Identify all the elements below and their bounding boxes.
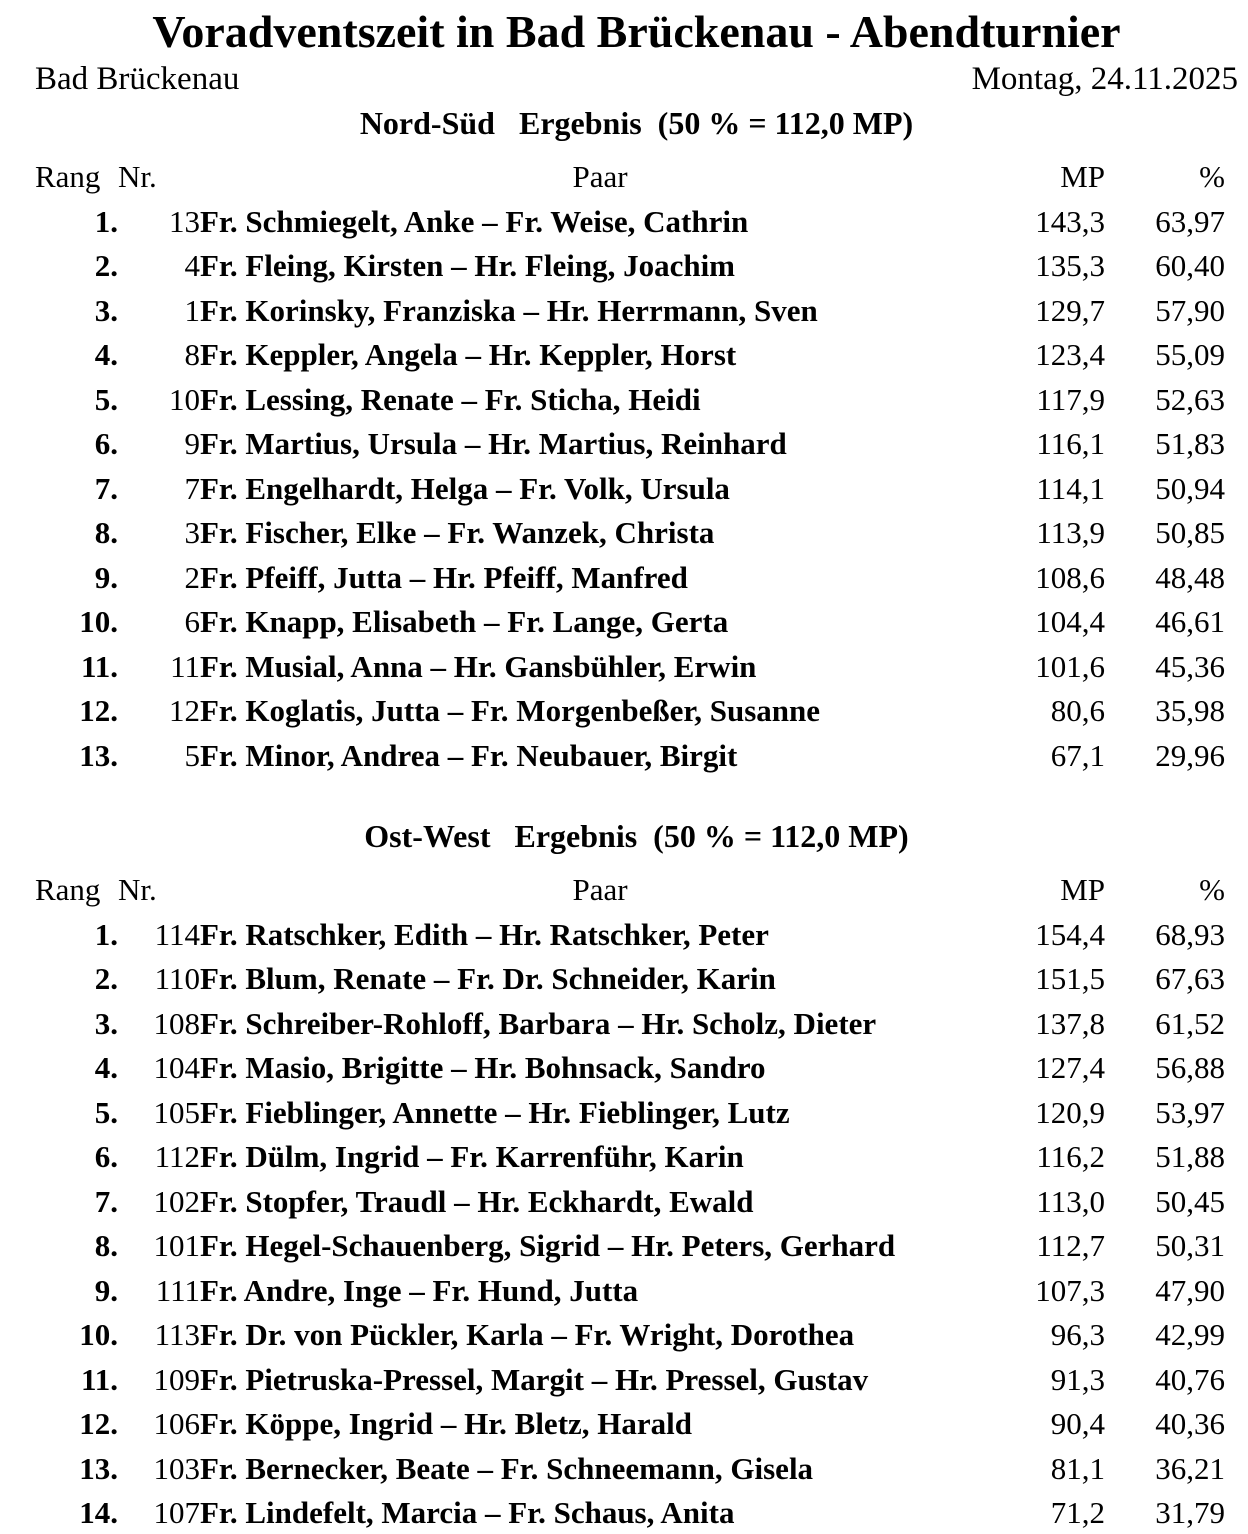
cell-pct: 67,63: [1155, 961, 1225, 997]
cell-rank: 5.: [94, 1094, 118, 1130]
cell-pair: Fr. Minor, Andrea – Fr. Neubauer, Birgit: [200, 737, 738, 773]
cell-nr: 104: [153, 1050, 200, 1086]
location-label: Bad Brückenau: [35, 60, 240, 97]
cell-rank: 13.: [79, 737, 118, 773]
cell-nr: 4: [184, 248, 200, 284]
cell-rank: 12.: [79, 1406, 118, 1442]
results-table-ost-west: [35, 868, 1225, 1534]
cell-pct: 50,45: [1155, 1183, 1225, 1219]
cell-mp: 91,3: [1050, 1361, 1105, 1397]
result-row: [35, 734, 1225, 779]
cell-nr: 1: [184, 292, 200, 328]
cell-rank: 13.: [79, 1450, 118, 1486]
cell-nr: 8: [184, 337, 200, 373]
result-row: [35, 1002, 1225, 1047]
date-label: Montag, 24.11.2025: [971, 60, 1238, 97]
cell-mp: 116,2: [1036, 1139, 1105, 1175]
table-body: [35, 913, 1225, 1534]
section-heading-nord-sued: Nord-Süd Ergebnis (50 % = 112,0 MP): [359, 105, 914, 142]
cell-pct: 48,48: [1155, 559, 1225, 595]
cell-mp: 114,1: [1036, 470, 1105, 506]
cell-pair: Fr. Keppler, Angela – Hr. Keppler, Horst: [200, 337, 737, 373]
cell-pct: 50,94: [1155, 470, 1225, 506]
cell-mp: 101,6: [1035, 648, 1105, 684]
result-row: [35, 1402, 1225, 1447]
result-row: [35, 1224, 1225, 1269]
cell-pct: 51,83: [1155, 426, 1225, 462]
cell-pair: Fr. Fleing, Kirsten – Hr. Fleing, Joachim: [200, 248, 736, 284]
cell-nr: 9: [184, 426, 200, 462]
cell-mp: 120,9: [1035, 1094, 1105, 1130]
result-row: [35, 957, 1225, 1002]
column-header-rank: Rang: [35, 872, 101, 908]
section-heading-ost-west: Ost-West Ergebnis (50 % = 112,0 MP): [364, 818, 909, 855]
cell-nr: 103: [153, 1450, 200, 1486]
cell-rank: 6.: [94, 1139, 118, 1175]
cell-nr: 114: [154, 916, 200, 952]
result-row: [35, 689, 1225, 734]
cell-mp: 113,9: [1036, 515, 1105, 551]
column-header-mp: MP: [1060, 872, 1105, 908]
result-row: [35, 1180, 1225, 1225]
cell-rank: 10.: [79, 1317, 118, 1353]
cell-nr: 105: [153, 1094, 200, 1130]
cell-pct: 46,61: [1155, 604, 1225, 640]
cell-nr: 112: [154, 1139, 200, 1175]
table-header-row: [35, 868, 1225, 913]
cell-pct: 57,90: [1155, 292, 1225, 328]
cell-pair: Fr. Lindefelt, Marcia – Fr. Schaus, Anita: [200, 1495, 735, 1531]
cell-pair: Fr. Andre, Inge – Fr. Hund, Jutta: [200, 1272, 639, 1308]
cell-pct: 55,09: [1155, 337, 1225, 373]
cell-pct: 40,76: [1155, 1361, 1225, 1397]
cell-mp: 137,8: [1035, 1005, 1105, 1041]
result-row: [35, 289, 1225, 334]
result-row: [35, 913, 1225, 958]
cell-mp: 67,1: [1050, 737, 1105, 773]
cell-mp: 151,5: [1035, 961, 1105, 997]
cell-pct: 52,63: [1155, 381, 1225, 417]
cell-pair: Fr. Dülm, Ingrid – Fr. Karrenführ, Karin: [200, 1139, 744, 1175]
cell-mp: 129,7: [1035, 292, 1105, 328]
cell-mp: 104,4: [1035, 604, 1105, 640]
result-row: [35, 422, 1225, 467]
result-row: [35, 1091, 1225, 1136]
cell-pair: Fr. Fieblinger, Annette – Hr. Fieblinger, Lutz: [200, 1094, 790, 1130]
cell-pct: 61,52: [1155, 1005, 1225, 1041]
cell-nr: 2: [184, 559, 200, 595]
cell-nr: 7: [184, 470, 200, 506]
column-header-mp: MP: [1060, 159, 1105, 195]
cell-pct: 63,97: [1155, 203, 1225, 239]
cell-pct: 47,90: [1155, 1272, 1225, 1308]
cell-pct: 29,96: [1155, 737, 1225, 773]
cell-pair: Fr. Koglatis, Jutta – Fr. Morgenbeßer, Susanne: [200, 693, 821, 729]
cell-pair: Fr. Martius, Ursula – Hr. Martius, Reinhard: [200, 426, 787, 462]
cell-nr: 11: [170, 648, 200, 684]
cell-pair: Fr. Lessing, Renate – Fr. Sticha, Heidi: [200, 381, 701, 417]
cell-mp: 154,4: [1035, 916, 1105, 952]
cell-rank: 8.: [94, 1228, 118, 1264]
cell-nr: 109: [153, 1361, 200, 1397]
cell-rank: 4.: [94, 1050, 118, 1086]
cell-pair: Fr. Masio, Brigitte – Hr. Bohnsack, Sandro: [200, 1050, 766, 1086]
cell-mp: 81,1: [1050, 1450, 1105, 1486]
cell-rank: 5.: [94, 381, 118, 417]
result-row: [35, 600, 1225, 645]
cell-mp: 127,4: [1035, 1050, 1105, 1086]
cell-rank: 9.: [94, 1272, 118, 1308]
cell-pair: Fr. Pietruska-Pressel, Margit – Hr. Pressel, Gustav: [200, 1361, 869, 1397]
cell-mp: 108,6: [1035, 559, 1105, 595]
cell-pct: 51,88: [1155, 1139, 1225, 1175]
cell-pct: 50,31: [1155, 1228, 1225, 1264]
table-header: [35, 155, 1225, 200]
cell-pair: Fr. Schreiber-Rohloff, Barbara – Hr. Scholz, Dieter: [200, 1005, 877, 1041]
cell-nr: 106: [153, 1406, 200, 1442]
cell-rank: 7.: [94, 470, 118, 506]
cell-pair: Fr. Fischer, Elke – Fr. Wanzek, Christa: [200, 515, 715, 551]
cell-pair: Fr. Knapp, Elisabeth – Fr. Lange, Gerta: [200, 604, 729, 640]
cell-nr: 12: [169, 693, 200, 729]
column-header-pct: %: [1199, 872, 1225, 908]
cell-pair: Fr. Pfeiff, Jutta – Hr. Pfeiff, Manfred: [200, 559, 688, 595]
cell-pair: Fr. Blum, Renate – Fr. Dr. Schneider, Karin: [200, 961, 776, 997]
result-row: [35, 645, 1225, 690]
result-row: [35, 556, 1225, 601]
column-header-pair: Paar: [572, 872, 628, 908]
column-header-rank: Rang: [35, 159, 101, 195]
result-row: [35, 1135, 1225, 1180]
cell-pair: Fr. Dr. von Pückler, Karla – Fr. Wright, Dorothea: [200, 1317, 855, 1353]
cell-rank: 3.: [94, 292, 118, 328]
column-header-nr: Nr.: [118, 872, 157, 908]
cell-pair: Fr. Korinsky, Franziska – Hr. Herrmann, Sven: [200, 292, 818, 328]
page-title: Voradventszeit in Bad Brückenau - Abendturnier: [152, 6, 1121, 57]
cell-rank: 2.: [94, 961, 118, 997]
column-header-pct: %: [1199, 159, 1225, 195]
result-row: [35, 1447, 1225, 1492]
cell-nr: 13: [169, 203, 200, 239]
result-row: [35, 244, 1225, 289]
table-header-row: [35, 155, 1225, 200]
cell-pct: 35,98: [1155, 693, 1225, 729]
cell-mp: 113,0: [1036, 1183, 1105, 1219]
cell-rank: 1.: [94, 203, 118, 239]
cell-pair: Fr. Stopfer, Traudl – Hr. Eckhardt, Ewald: [200, 1183, 754, 1219]
cell-rank: 10.: [79, 604, 118, 640]
result-row: [35, 467, 1225, 512]
cell-nr: 101: [153, 1228, 200, 1264]
cell-nr: 10: [169, 381, 200, 417]
column-header-pair: Paar: [572, 159, 628, 195]
cell-pair: Fr. Bernecker, Beate – Fr. Schneemann, Gisela: [200, 1450, 814, 1486]
cell-mp: 143,3: [1035, 203, 1105, 239]
cell-pct: 50,85: [1155, 515, 1225, 551]
cell-nr: 6: [184, 604, 200, 640]
result-row: [35, 1313, 1225, 1358]
cell-rank: 2.: [94, 248, 118, 284]
cell-rank: 11.: [80, 1361, 118, 1397]
result-row: [35, 333, 1225, 378]
cell-rank: 1.: [94, 916, 118, 952]
cell-pct: 45,36: [1155, 648, 1225, 684]
result-row: [35, 1491, 1225, 1534]
result-row: [35, 378, 1225, 423]
table-header: [35, 868, 1225, 913]
cell-pair: Fr. Köppe, Ingrid – Hr. Bletz, Harald: [200, 1406, 693, 1442]
cell-rank: 8.: [94, 515, 118, 551]
cell-nr: 102: [153, 1183, 200, 1219]
cell-rank: 12.: [79, 693, 118, 729]
cell-pair: Fr. Ratschker, Edith – Hr. Ratschker, Peter: [200, 916, 769, 952]
cell-mp: 107,3: [1035, 1272, 1105, 1308]
cell-mp: 123,4: [1035, 337, 1105, 373]
cell-rank: 11.: [80, 648, 118, 684]
cell-rank: 9.: [94, 559, 118, 595]
cell-mp: 116,1: [1036, 426, 1105, 462]
cell-nr: 107: [153, 1495, 200, 1531]
cell-mp: 112,7: [1036, 1228, 1105, 1264]
result-row: [35, 1358, 1225, 1403]
cell-pair: Fr. Hegel-Schauenberg, Sigrid – Hr. Peters, Gerhard: [200, 1228, 896, 1264]
cell-pct: 56,88: [1155, 1050, 1225, 1086]
cell-pct: 68,93: [1155, 916, 1225, 952]
cell-pct: 40,36: [1155, 1406, 1225, 1442]
column-header-nr: Nr.: [118, 159, 157, 195]
result-row: [35, 200, 1225, 245]
cell-rank: 3.: [94, 1005, 118, 1041]
result-row: [35, 511, 1225, 556]
cell-mp: 135,3: [1035, 248, 1105, 284]
table-body: [35, 200, 1225, 779]
results-table-nord-sued: [35, 155, 1225, 778]
cell-nr: 5: [184, 737, 200, 773]
cell-mp: 90,4: [1050, 1406, 1105, 1442]
cell-pair: Fr. Engelhardt, Helga – Fr. Volk, Ursula: [200, 470, 730, 506]
cell-mp: 96,3: [1050, 1317, 1105, 1353]
cell-mp: 80,6: [1050, 693, 1105, 729]
cell-pair: Fr. Musial, Anna – Hr. Gansbühler, Erwin: [200, 648, 757, 684]
cell-rank: 14.: [79, 1495, 118, 1531]
cell-pct: 36,21: [1155, 1450, 1225, 1486]
cell-nr: 108: [153, 1005, 200, 1041]
cell-pct: 31,79: [1155, 1495, 1225, 1531]
cell-pct: 60,40: [1155, 248, 1225, 284]
cell-rank: 7.: [94, 1183, 118, 1219]
meta-row: [35, 61, 1238, 99]
cell-nr: 111: [155, 1272, 200, 1308]
cell-rank: 6.: [94, 426, 118, 462]
cell-mp: 117,9: [1036, 381, 1105, 417]
cell-pct: 53,97: [1155, 1094, 1225, 1130]
cell-pct: 42,99: [1155, 1317, 1225, 1353]
cell-mp: 71,2: [1050, 1495, 1105, 1531]
cell-nr: 3: [184, 515, 200, 551]
result-row: [35, 1269, 1225, 1314]
cell-nr: 113: [154, 1317, 200, 1353]
cell-pair: Fr. Schmiegelt, Anke – Fr. Weise, Cathrin: [200, 203, 749, 239]
cell-nr: 110: [154, 961, 200, 997]
result-row: [35, 1046, 1225, 1091]
cell-rank: 4.: [94, 337, 118, 373]
